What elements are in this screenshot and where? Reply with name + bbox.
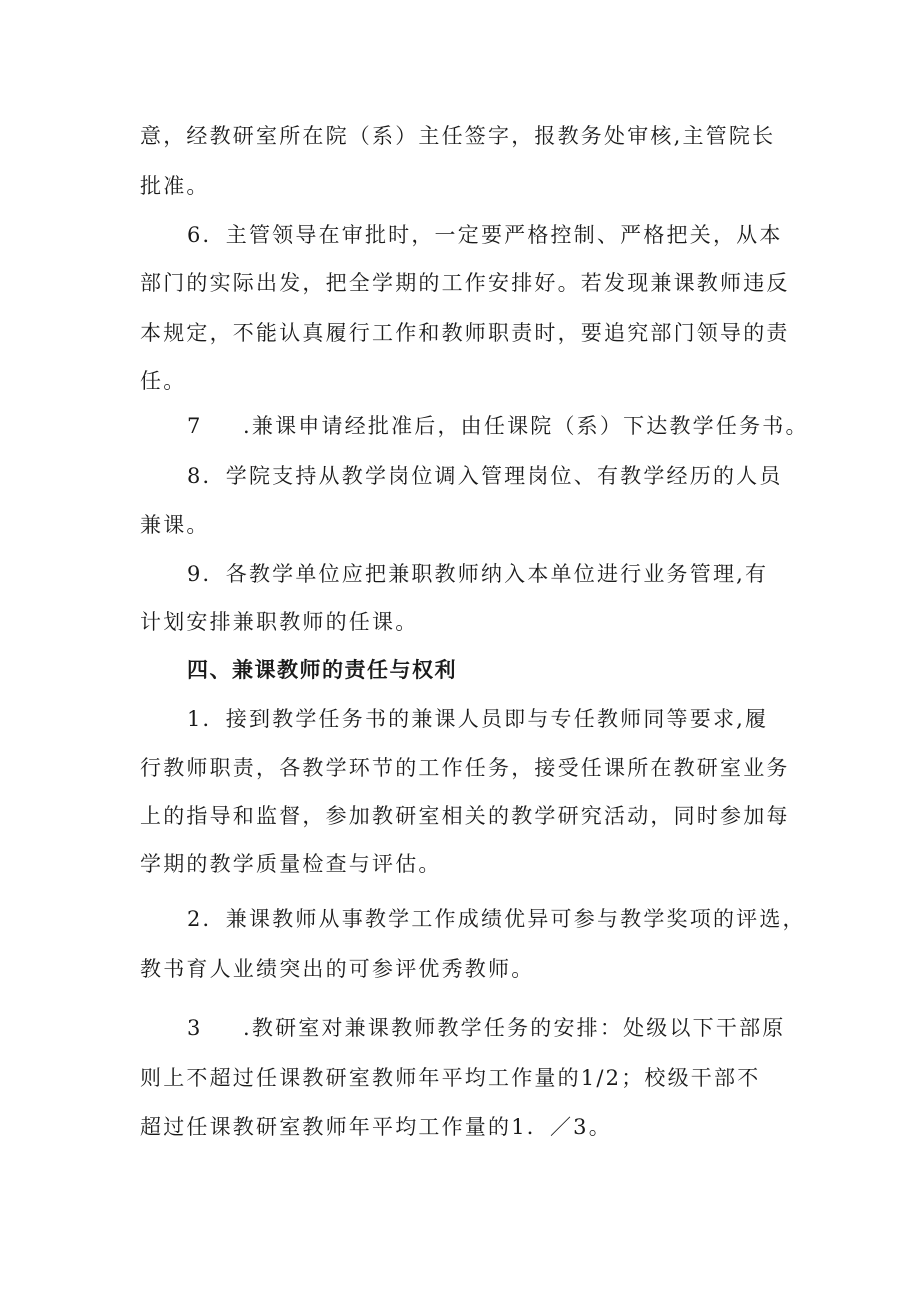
paragraph-line: 超过任课教研室教师年平均工作量的1．／3。: [140, 1115, 612, 1139]
item-1-line: 1．接到教学任务书的兼课人员即与专任教师同等要求,履: [187, 707, 769, 731]
paragraph-line: 本规定，不能认真履行工作和教师职责时，要追究部门领导的责: [140, 321, 790, 345]
item-number: 3: [187, 1016, 203, 1040]
paragraph-line: 意，经教研室所在院（系）主任签字，报教务处审核,主管院长: [140, 124, 776, 148]
section-heading: 四、兼课教师的责任与权利: [187, 658, 457, 682]
item-text: .兼课申请经批准后，由任课院（系）下达教学任务书。: [243, 414, 809, 438]
item-7-line: [187, 411, 809, 441]
paragraph-line: 计划安排兼职教师的任课。: [140, 610, 419, 634]
item-6-line: 6．主管领导在审批时，一定要严格控制、严格把关，从本: [187, 223, 783, 247]
paragraph-line: 上的指导和监督，参加教研室相关的教学研究活动，同时参加每: [140, 804, 790, 828]
item-2-line: 2．兼课教师从事教学工作成绩优异可参与教学奖项的评选，: [187, 907, 806, 931]
paragraph-line: 兼课。: [140, 513, 210, 537]
paragraph-line: 批准。: [140, 174, 210, 198]
paragraph-line: 行教师职责，各教学环节的工作任务，接受任课所在教研室业务: [140, 756, 790, 780]
item-number: 7: [187, 414, 203, 438]
paragraph-line: 部门的实际出发，把全学期的工作安排好。若发现兼课教师违反: [140, 271, 790, 295]
paragraph-line: 教书育人业绩突出的可参评优秀教师。: [140, 957, 535, 981]
item-9-line: 9．各教学单位应把兼职教师纳入本单位进行业务管理,有: [187, 562, 769, 586]
paragraph-line: 学期的教学质量检查与评估。: [140, 852, 442, 876]
paragraph-line: 则上不超过任课教研室教师年平均工作量的1/2；校级干部不: [140, 1066, 761, 1090]
item-3-line: [187, 1013, 785, 1043]
paragraph-line: 任。: [140, 369, 187, 393]
item-text: .教研室对兼课教师教学任务的安排：处级以下干部原: [243, 1016, 786, 1040]
item-8-line: 8．学院支持从教学岗位调入管理岗位、有教学经历的人员: [187, 464, 783, 488]
